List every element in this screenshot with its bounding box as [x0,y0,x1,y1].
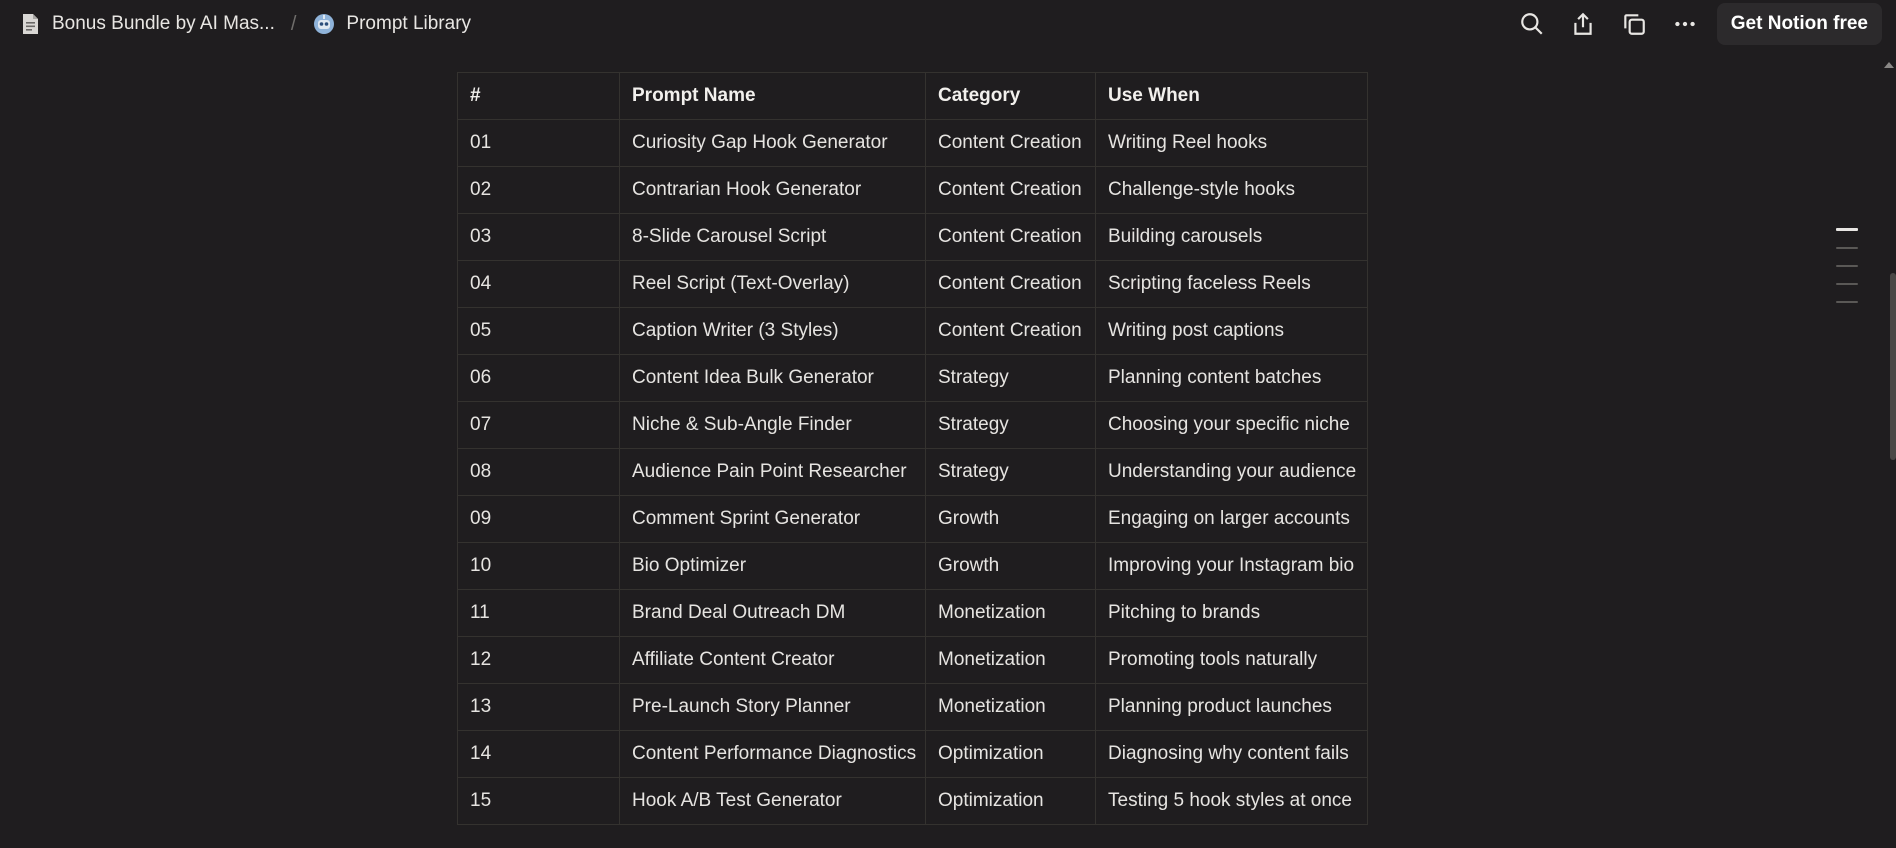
cell-number[interactable]: 08 [458,449,620,496]
table-of-contents[interactable] [1836,228,1858,319]
cell-prompt-name[interactable]: Reel Script (Text-Overlay) [620,261,926,308]
toc-entry[interactable] [1836,228,1858,231]
cell-prompt-name[interactable]: Content Idea Bulk Generator [620,355,926,402]
cell-number[interactable]: 04 [458,261,620,308]
cell-use-when[interactable]: Writing Reel hooks [1096,120,1368,167]
toc-entry[interactable] [1836,265,1858,267]
cell-prompt-name[interactable]: Content Performance Diagnostics [620,731,926,778]
cell-number[interactable]: 14 [458,731,620,778]
table-row [458,778,1368,825]
cell-use-when[interactable]: Planning content batches [1096,355,1368,402]
cell-category[interactable]: Content Creation [926,214,1096,261]
cell-prompt-name[interactable]: Niche & Sub-Angle Finder [620,402,926,449]
table-row [458,496,1368,543]
cell-use-when[interactable]: Engaging on larger accounts [1096,496,1368,543]
cell-prompt-name[interactable]: Caption Writer (3 Styles) [620,308,926,355]
column-header-use-when[interactable]: Use When [1096,73,1368,120]
cell-number[interactable]: 10 [458,543,620,590]
cell-use-when[interactable]: Promoting tools naturally [1096,637,1368,684]
cell-use-when[interactable]: Understanding your audience [1096,449,1368,496]
cell-number[interactable]: 15 [458,778,620,825]
search-icon [1519,11,1545,37]
share-button[interactable] [1564,5,1602,43]
get-notion-free-button[interactable]: Get Notion free [1717,3,1882,45]
cell-use-when[interactable]: Writing post captions [1096,308,1368,355]
table-row [458,543,1368,590]
cell-use-when[interactable]: Diagnosing why content fails [1096,731,1368,778]
cell-category[interactable]: Optimization [926,778,1096,825]
top-actions [1513,0,1896,48]
cell-number[interactable]: 06 [458,355,620,402]
cell-category[interactable]: Content Creation [926,120,1096,167]
cell-prompt-name[interactable]: Pre-Launch Story Planner [620,684,926,731]
cell-use-when[interactable]: Testing 5 hook styles at once [1096,778,1368,825]
cell-category[interactable]: Content Creation [926,167,1096,214]
share-icon [1570,11,1596,37]
table-header-row [458,73,1368,120]
column-header-prompt-name[interactable]: Prompt Name [620,73,926,120]
cell-prompt-name[interactable]: Brand Deal Outreach DM [620,590,926,637]
cell-number[interactable]: 13 [458,684,620,731]
table-row [458,590,1368,637]
cell-prompt-name[interactable]: Audience Pain Point Researcher [620,449,926,496]
table-row [458,402,1368,449]
cell-prompt-name[interactable]: Contrarian Hook Generator [620,167,926,214]
cell-use-when[interactable]: Scripting faceless Reels [1096,261,1368,308]
cell-category[interactable]: Strategy [926,449,1096,496]
cell-number[interactable]: 12 [458,637,620,684]
cell-category[interactable]: Monetization [926,590,1096,637]
cell-use-when[interactable]: Improving your Instagram bio [1096,543,1368,590]
cell-category[interactable]: Optimization [926,731,1096,778]
cell-number[interactable]: 05 [458,308,620,355]
more-button[interactable] [1666,5,1704,43]
column-header-category[interactable]: Category [926,73,1096,120]
table-row [458,120,1368,167]
prompt-table-container [457,72,1367,825]
table-row [458,637,1368,684]
column-header-number[interactable]: # [458,73,620,120]
table-row [458,449,1368,496]
cell-prompt-name[interactable]: Curiosity Gap Hook Generator [620,120,926,167]
scroll-up-arrow[interactable] [1884,62,1894,68]
top-bar [0,0,1896,48]
cell-number[interactable]: 03 [458,214,620,261]
toc-entry[interactable] [1836,247,1858,249]
search-button[interactable] [1513,5,1551,43]
cell-number[interactable]: 09 [458,496,620,543]
cell-category[interactable]: Growth [926,543,1096,590]
cell-number[interactable]: 07 [458,402,620,449]
cell-prompt-name[interactable]: Comment Sprint Generator [620,496,926,543]
cell-use-when[interactable]: Pitching to brands [1096,590,1368,637]
table-row [458,355,1368,402]
cell-prompt-name[interactable]: 8-Slide Carousel Script [620,214,926,261]
table-row [458,167,1368,214]
breadcrumb-current-label: Prompt Library [346,13,472,34]
cell-prompt-name[interactable]: Hook A/B Test Generator [620,778,926,825]
cell-use-when[interactable]: Challenge-style hooks [1096,167,1368,214]
cell-use-when[interactable]: Planning product launches [1096,684,1368,731]
cell-category[interactable]: Content Creation [926,261,1096,308]
toc-entry[interactable] [1836,283,1858,285]
cell-use-when[interactable]: Building carousels [1096,214,1368,261]
cell-number[interactable]: 02 [458,167,620,214]
cell-category[interactable]: Strategy [926,355,1096,402]
cell-category[interactable]: Monetization [926,637,1096,684]
robot-icon [312,12,336,36]
cell-prompt-name[interactable]: Affiliate Content Creator [620,637,926,684]
table-row [458,684,1368,731]
table-row [458,214,1368,261]
toc-entry[interactable] [1836,301,1858,303]
cell-prompt-name[interactable]: Bio Optimizer [620,543,926,590]
breadcrumb-current[interactable] [306,8,477,40]
table-row [458,261,1368,308]
cell-category[interactable]: Strategy [926,402,1096,449]
breadcrumb-parent[interactable] [12,8,281,40]
cell-number[interactable]: 01 [458,120,620,167]
cell-use-when[interactable]: Choosing your specific niche [1096,402,1368,449]
duplicate-icon [1621,11,1647,37]
table-body [458,120,1368,825]
cell-category[interactable]: Monetization [926,684,1096,731]
table-row [458,308,1368,355]
duplicate-button[interactable] [1615,5,1653,43]
breadcrumb-parent-label: Bonus Bundle by AI Mas... [52,13,275,34]
more-icon [1672,11,1698,37]
table-row [458,731,1368,778]
breadcrumb-separator: / [290,12,297,35]
prompt-table [457,72,1368,825]
scrollbar-thumb[interactable] [1890,273,1896,460]
cell-number[interactable]: 11 [458,590,620,637]
breadcrumb [12,0,477,48]
cell-category[interactable]: Content Creation [926,308,1096,355]
document-icon [18,12,42,36]
cell-category[interactable]: Growth [926,496,1096,543]
